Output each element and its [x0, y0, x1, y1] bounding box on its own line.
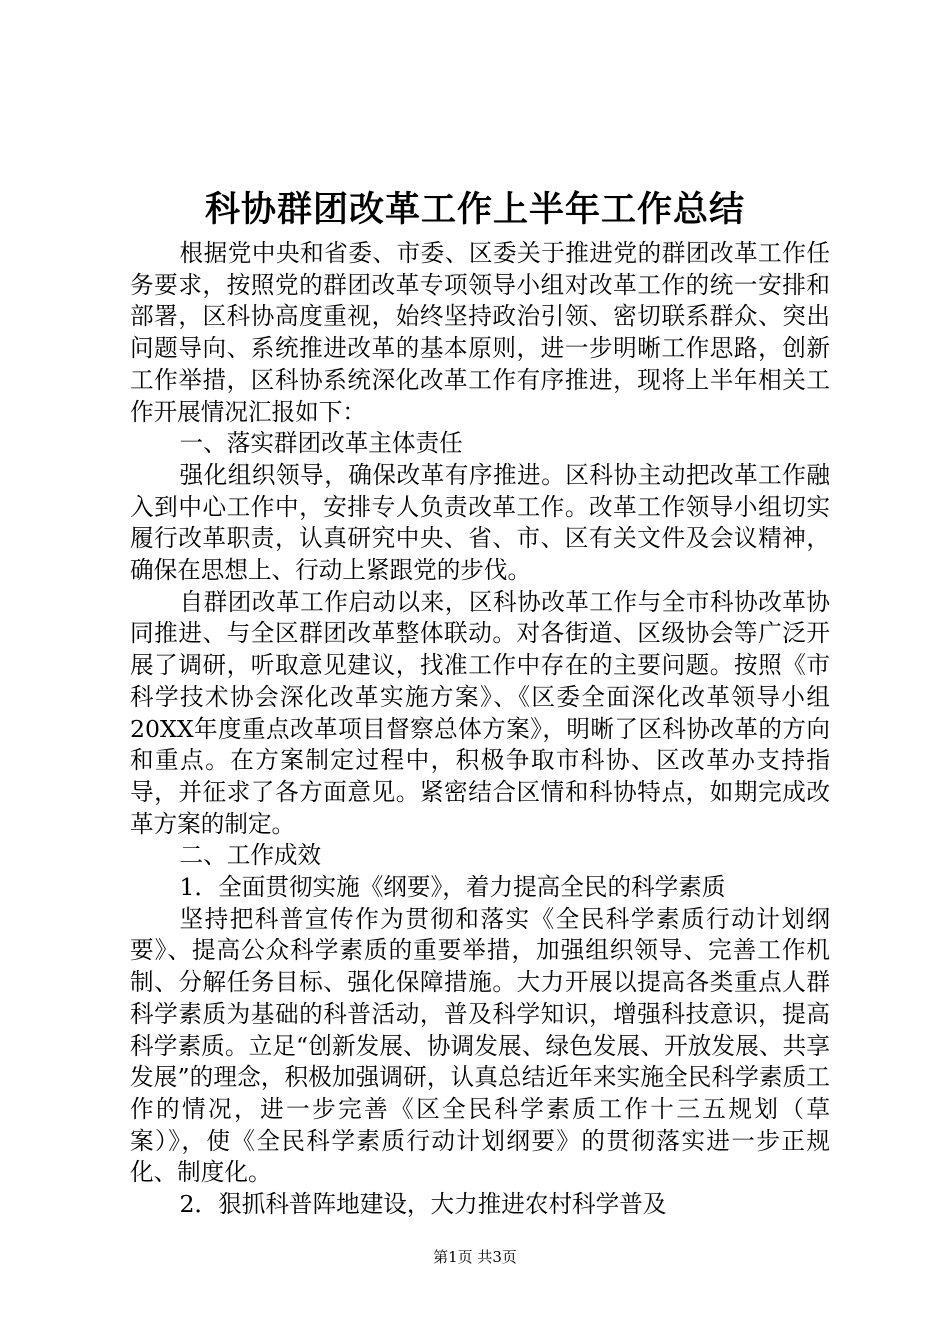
section-heading-1: 一、落实群团改革主体责任 [179, 429, 463, 458]
page-footer: 第1页 共3页 [433, 1248, 517, 1266]
subsection-heading-2: 2．狠抓科普阵地建设，大力推进农村科学普及 [179, 1190, 667, 1219]
document-title: 科协群团改革工作上半年工作总结 [204, 189, 745, 230]
body-paragraph: 强化组织领导，确保改革有序推进。区科协主动把改革工作融入到中心工作中，安排专人负责改革工作。改革工作领导小组切实履行改革职责，认真研究中央、省、市、区有关文件及会议精神，确保在思想上、行动上紧跟党的步伐。 [130, 460, 830, 585]
body-paragraph: 坚持把科普宣传作为贯彻和落实《全民科学素质行动计划纲要》、提高公众科学素质的重要举措，加强组织领导、完善工作机制、分解任务目标、强化保障措施。大力开展以提高各类重点人群科学素质为基础的科普活动，普及科学知识，增强科技意识，提高科学素质。立足“创新发展、协调发展、绿色发展、开放发展、共享发展”的理念，积极加强调研，认真总结近年来实施全民科学素质工作的情况，进一步完善《区全民科学素质工作十三五规划（草案）》，使《全民科学素质行动计划纲要》的贯彻落实进一步正规化、制度化。 [130, 904, 830, 1187]
body-paragraph: 自群团改革工作启动以来，区科协改革工作与全市科协改革协同推进、与全区群团改革整体联动。对各街道、区级协会等广泛开展了调研，听取意见建议，找准工作中存在的主要问题。按照《市科学技术协会深化改革实施方案》、《区委全面深化改革领导小组20XX年度重点改革项目督察总体方案》，明晰了区科协改革的方向和重点。在方案制定过程中，积极争取市科协、区改革办支持指导，并征求了各方面意见。紧密结合区情和科协特点，如期完成改革方案的制定。 [130, 587, 830, 838]
subsection-heading-1: 1．全面贯彻实施《纲要》，着力提高全民的科学素质 [179, 873, 726, 902]
intro-paragraph: 根据党中央和省委、市委、区委关于推进党的群团改革工作任务要求，按照党的群团改革专项领导小组对改革工作的统一安排和部署，区科协高度重视，始终坚持政治引领、密切联系群众、突出问题导向、系统推进改革的基本原则，进一步明晰工作思路，创新工作举措，区科协系统深化改革工作有序推进，现将上半年相关工作开展情况汇报如下： [130, 239, 830, 426]
section-heading-2: 二、工作成效 [179, 841, 322, 870]
document-body [130, 238, 830, 1221]
